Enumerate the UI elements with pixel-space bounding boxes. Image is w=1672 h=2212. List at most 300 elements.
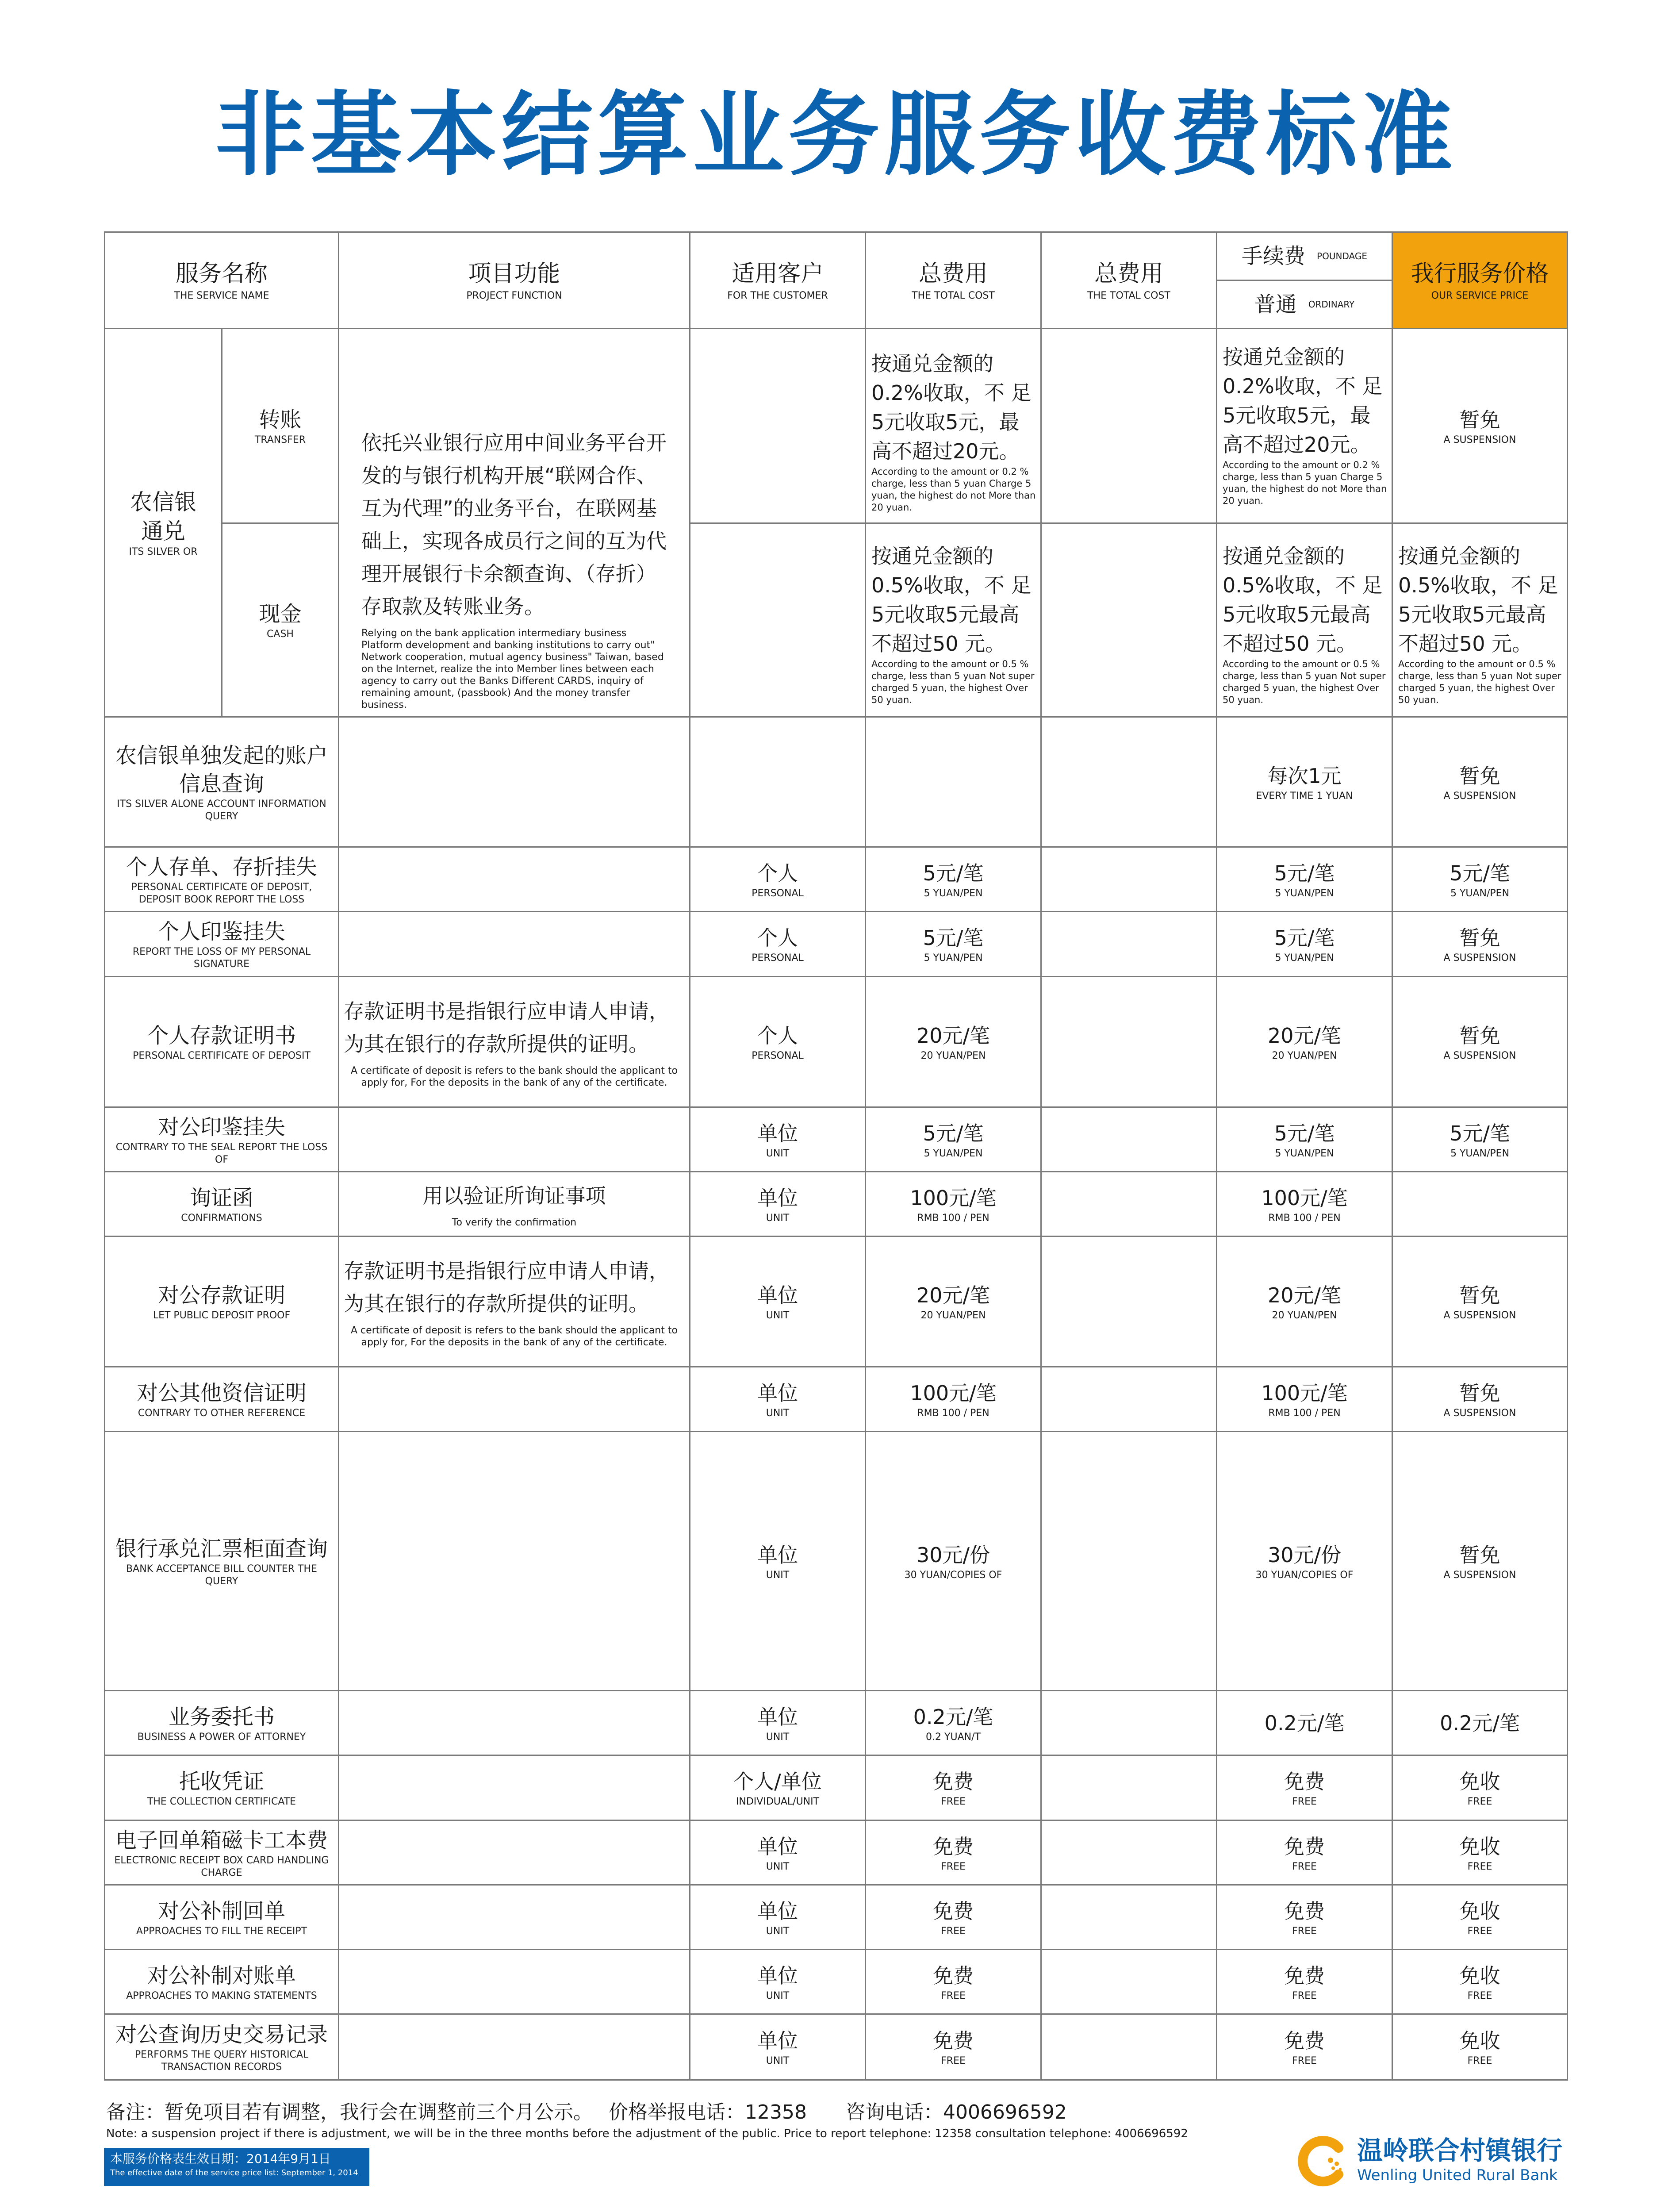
table-cell-cust	[689, 1236, 866, 1367]
table-cell-func-en: To verify the confirmation	[452, 1217, 577, 1228]
table-cell-ord	[1216, 911, 1393, 977]
table-cell-total-en: FREE	[941, 1796, 966, 1807]
table-cell-name-en: CONTRARY TO THE SEAL REPORT THE LOSS OF	[115, 1141, 328, 1165]
table-cell-ord-zh: 免费	[1284, 1963, 1325, 1988]
table-cell-cust	[689, 1755, 866, 1821]
group-transfer-total1	[865, 328, 1042, 524]
table-cell-ord	[1216, 1949, 1393, 2015]
header-poundage-zh: 手续费	[1242, 244, 1306, 269]
table-cell-name	[104, 911, 339, 977]
table-cell-cust	[689, 716, 866, 848]
table-cell-func	[338, 716, 690, 848]
table-cell-cust-zh: 单位	[757, 1381, 798, 1405]
table-cell-cust-en: UNIT	[766, 2055, 790, 2066]
table-cell-ord-en: RMB 100 / PEN	[1268, 1212, 1341, 1224]
group-cash-our-price	[1392, 522, 1568, 718]
table-cell-name	[104, 1755, 339, 1821]
table-cell-func	[338, 1820, 690, 1886]
table-cell-total-en: FREE	[941, 2055, 966, 2066]
table-cell-cust-zh: 单位	[757, 1121, 798, 1145]
group-cash	[221, 522, 339, 718]
table-cell-our-zh: 暂免	[1459, 764, 1500, 788]
footer-notes	[106, 2099, 1433, 2142]
table-cell-total	[865, 911, 1042, 977]
table-cell-cust-zh: 个人	[757, 1024, 798, 1048]
table-cell-name	[104, 1949, 339, 2015]
table-cell-cust-zh: 个人	[757, 861, 798, 885]
table-cell-func	[338, 846, 690, 912]
table-cell-total	[865, 1884, 1042, 1950]
bank-logo-icon	[1296, 2135, 1349, 2188]
table-cell-cust-zh: 单位	[757, 1899, 798, 1923]
table-cell-our	[1392, 1690, 1568, 1756]
table-cell-name	[104, 1884, 339, 1950]
table-cell-total	[865, 976, 1042, 1108]
table-cell-name-en: LET PUBLIC DEPOSIT PROOF	[153, 1310, 291, 1321]
table-cell-total2	[1040, 716, 1217, 848]
transfer-ordinary-zh: 按通兑金额的0.2%收取，不 足5元收取5元，最高不超过20元。	[1223, 345, 1383, 457]
table-cell-ord-en: FREE	[1292, 2055, 1317, 2066]
footer-note-zh: 备注：暂免项目若有调整，我行会在调整前三个月公示。 价格举报电话：12358 咨询电话：4006696592	[106, 2101, 1067, 2124]
transfer-ordinary-en: According to the amount or 0.2 % charge, less than 5 yuan Charge 5 yuan, the highest do not More than 20 yuan.	[1223, 460, 1387, 506]
table-cell-cust	[689, 1171, 866, 1237]
table-cell-our-zh: 暂免	[1459, 1543, 1500, 1567]
table-cell-total-zh: 100元/笔	[910, 1381, 997, 1405]
group-transfer-zh: 转账	[259, 407, 302, 432]
page-title: 非基本结算业务服务收费标准	[215, 82, 1457, 188]
table-cell-ord-en: RMB 100 / PEN	[1268, 1407, 1341, 1419]
table-cell-our-zh: 免收	[1459, 1770, 1500, 1793]
table-cell-total-en: FREE	[941, 1861, 966, 1872]
table-cell-total-zh: 100元/笔	[910, 1186, 997, 1210]
table-cell-total2	[1040, 1949, 1217, 2015]
table-cell-total-zh: 0.2元/笔	[913, 1705, 993, 1729]
table-cell-ord	[1216, 1884, 1393, 1950]
table-cell-func-zh: 存款证明书是指银行应申请人申请，为其在银行的存款所提供的证明。	[344, 1259, 669, 1316]
table-cell-func	[338, 2013, 690, 2081]
table-cell-our-zh: 暂免	[1459, 1283, 1500, 1307]
table-cell-total-en: 30 YUAN/COPIES OF	[904, 1569, 1002, 1581]
table-cell-our-en: 5 YUAN/PEN	[1450, 1148, 1510, 1159]
table-cell-our	[1392, 1820, 1568, 1886]
table-cell-total2	[1040, 911, 1217, 977]
table-cell-name	[104, 2013, 339, 2081]
table-cell-cust-en: UNIT	[766, 1731, 790, 1743]
table-cell-name	[104, 1171, 339, 1237]
effective-date-zh: 本服务价格表生效日期：2014年9月1日	[110, 2151, 331, 2166]
table-cell-total2	[1040, 976, 1217, 1108]
cash-ordinary-zh: 按通兑金额的0.5%收取，不 足5元收取5元最高不超过50 元。	[1223, 544, 1383, 656]
table-cell-name	[104, 1431, 339, 1691]
table-cell-total-zh: 5元/笔	[923, 926, 984, 950]
cash-rule-zh: 按通兑金额的0.5%收取，不 足5元收取5元最高不超过50 元。	[871, 544, 1032, 656]
group-name	[104, 328, 222, 718]
effective-date-box	[104, 2148, 369, 2186]
header-service-name	[104, 231, 339, 329]
table-cell-total-zh: 免费	[933, 1963, 974, 1988]
table-cell-func	[338, 1366, 690, 1432]
group-cash-total2	[1040, 522, 1217, 718]
table-cell-ord	[1216, 976, 1393, 1108]
table-cell-name-zh: 银行承兑汇票柜面查询	[115, 1536, 328, 1561]
table-cell-our-zh: 暂免	[1459, 926, 1500, 950]
transfer-rule-en: According to the amount or 0.2 % charge, less than 5 yuan Charge 5 yuan, the highest do not More than 20 yuan.	[871, 466, 1036, 513]
cash-rule-en: According to the amount or 0.5 % charge, less than 5 yuan Not super charged 5 yuan, the highest Over 50 yuan.	[871, 659, 1035, 705]
table-cell-cust	[689, 846, 866, 912]
table-cell-name-en: BUSINESS A POWER OF ATTORNEY	[137, 1731, 306, 1743]
table-cell-total2	[1040, 1755, 1217, 1821]
table-cell-our	[1392, 1171, 1568, 1237]
header-ordinary-en: ORDINARY	[1308, 299, 1355, 310]
table-cell-name-en: PERSONAL CERTIFICATE OF DEPOSIT	[133, 1050, 311, 1061]
header-function-en: PROJECT FUNCTION	[466, 290, 562, 301]
table-cell-name	[104, 716, 339, 848]
table-cell-func	[338, 1431, 690, 1691]
group-cash-customer	[689, 522, 866, 718]
table-cell-name-zh: 对公补制回单	[157, 1898, 285, 1924]
table-cell-total	[865, 1949, 1042, 2015]
table-cell-cust	[689, 1884, 866, 1950]
table-cell-func	[338, 1106, 690, 1172]
table-cell-total-zh: 免费	[933, 1770, 974, 1793]
header-customer-en: FOR THE CUSTOMER	[727, 290, 828, 301]
table-cell-name	[104, 1820, 339, 1886]
table-cell-our-en: A SUSPENSION	[1443, 1310, 1516, 1321]
table-cell-ord-zh: 免费	[1284, 2029, 1325, 2053]
table-cell-ord-en: 5 YUAN/PEN	[1275, 887, 1334, 899]
table-cell-our-en: A SUSPENSION	[1443, 790, 1516, 802]
table-cell-total	[865, 1431, 1042, 1691]
header-function	[338, 231, 690, 329]
table-cell-our-en: A SUSPENSION	[1443, 1569, 1516, 1581]
table-cell-our	[1392, 1884, 1568, 1950]
table-cell-name-en: PERSONAL CERTIFICATE OF DEPOSIT, DEPOSIT BOOK REPORT THE LOSS	[131, 881, 312, 905]
header-total-cost-2	[1040, 231, 1217, 329]
table-cell-func	[338, 1690, 690, 1756]
table-cell-ord-zh: 5元/笔	[1274, 861, 1335, 885]
group-cash-total1	[865, 522, 1042, 718]
table-cell-cust	[689, 1431, 866, 1691]
table-cell-ord	[1216, 1236, 1393, 1367]
group-transfer-customer	[689, 328, 866, 524]
table-cell-total-zh: 免费	[933, 1899, 974, 1923]
table-cell-total-en: FREE	[941, 1925, 966, 1937]
table-cell-cust-en: UNIT	[766, 1990, 790, 2001]
table-cell-our-en: A SUSPENSION	[1443, 952, 1516, 964]
effective-date-en: The effective date of the service price list: September 1, 2014	[110, 2168, 358, 2177]
table-cell-ord-zh: 20元/笔	[1267, 1283, 1342, 1307]
header-service-name-zh: 服务名称	[175, 260, 268, 287]
table-cell-cust-en: INDIVIDUAL/UNIT	[736, 1796, 820, 1807]
table-cell-cust	[689, 1366, 866, 1432]
table-cell-ord	[1216, 1431, 1393, 1691]
table-cell-total2	[1040, 1366, 1217, 1432]
table-cell-cust	[689, 1690, 866, 1756]
table-cell-total-zh: 5元/笔	[923, 861, 984, 885]
table-cell-name-zh: 对公印鉴挂失	[157, 1114, 285, 1140]
table-cell-name	[104, 1106, 339, 1172]
table-cell-name-en: APPROACHES TO MAKING STATEMENTS	[126, 1990, 317, 2001]
group-transfer-total2	[1040, 328, 1217, 524]
table-cell-func	[338, 976, 690, 1108]
bank-logo	[1296, 2135, 1570, 2192]
transfer-rule-zh: 按通兑金额的0.2%收取，不 足5元收取5元，最高不超过20元。	[871, 352, 1032, 463]
table-cell-ord-zh: 100元/笔	[1261, 1186, 1348, 1210]
header-total-cost-2-zh: 总费用	[1094, 260, 1163, 287]
table-cell-cust-en: UNIT	[766, 1407, 790, 1419]
group-function	[338, 328, 690, 718]
header-total-cost-1-zh: 总费用	[918, 260, 988, 287]
table-cell-ord-zh: 100元/笔	[1261, 1381, 1348, 1405]
table-cell-total2	[1040, 1236, 1217, 1367]
table-cell-ord	[1216, 2013, 1393, 2081]
table-cell-our	[1392, 1106, 1568, 1172]
table-cell-ord	[1216, 1690, 1393, 1756]
cash-ordinary-en: According to the amount or 0.5 % charge, less than 5 yuan Not super charged 5 yuan, the highest Over 50 yuan.	[1223, 659, 1386, 705]
table-cell-ord	[1216, 1366, 1393, 1432]
table-cell-name-zh: 对公补制对账单	[147, 1963, 296, 1988]
table-cell-ord-en: FREE	[1292, 1990, 1317, 2001]
table-cell-total2	[1040, 2013, 1217, 2081]
table-cell-total	[865, 1755, 1042, 1821]
table-cell-cust	[689, 976, 866, 1108]
table-cell-func	[338, 911, 690, 977]
group-name-zh: 农信银 通兑	[130, 489, 196, 544]
table-cell-cust-zh: 单位	[757, 2029, 798, 2053]
table-cell-our-zh: 5元/笔	[1450, 1121, 1510, 1145]
table-cell-name-zh: 个人印鉴挂失	[157, 919, 285, 944]
table-cell-cust-en: UNIT	[766, 1148, 790, 1159]
group-transfer-en: TRANSFER	[254, 434, 306, 445]
table-cell-cust	[689, 1106, 866, 1172]
table-cell-our	[1392, 1366, 1568, 1432]
table-cell-name-en: APPROACHES TO FILL THE RECEIPT	[136, 1925, 307, 1937]
table-cell-name-en: CONFIRMATIONS	[181, 1212, 262, 1224]
table-cell-ord-zh: 30元/份	[1267, 1543, 1342, 1567]
table-cell-our	[1392, 911, 1568, 977]
table-cell-ord-zh: 20元/笔	[1267, 1024, 1342, 1048]
table-cell-our-en: A SUSPENSION	[1443, 1407, 1516, 1419]
table-cell-func	[338, 1171, 690, 1237]
table-cell-total2	[1040, 1171, 1217, 1237]
table-cell-our-zh: 0.2元/笔	[1440, 1711, 1520, 1735]
table-cell-our-zh: 暂免	[1459, 1024, 1500, 1048]
table-cell-total	[865, 1366, 1042, 1432]
table-cell-ord-en: 5 YUAN/PEN	[1275, 952, 1334, 964]
table-cell-total	[865, 1171, 1042, 1237]
table-cell-total-zh: 30元/份	[916, 1543, 990, 1567]
table-cell-name-zh: 托收凭证	[179, 1769, 264, 1794]
fee-table	[104, 231, 1568, 2081]
table-cell-name-zh: 个人存单、存折挂失	[126, 854, 317, 879]
table-cell-ord	[1216, 1171, 1393, 1237]
table-cell-cust-zh: 单位	[757, 1543, 798, 1567]
table-cell-func	[338, 1755, 690, 1821]
table-cell-name-zh: 询证函	[189, 1185, 253, 1210]
table-cell-total	[865, 1820, 1042, 1886]
table-cell-ord	[1216, 1820, 1393, 1886]
table-cell-cust-zh: 单位	[757, 1283, 798, 1307]
header-poundage-en: POUNDAGE	[1317, 251, 1367, 261]
table-cell-ord	[1216, 716, 1393, 848]
table-cell-total-en: FREE	[941, 1990, 966, 2001]
table-cell-total-zh: 免费	[933, 2029, 974, 2053]
table-cell-ord	[1216, 846, 1393, 912]
table-cell-total-en: 20 YUAN/PEN	[920, 1050, 986, 1061]
cash-our-zh: 按通兑金额的0.5%收取，不 足5元收取5元最高不超过50 元。	[1398, 544, 1558, 656]
table-cell-name-zh: 对公其他资信证明	[136, 1380, 307, 1406]
table-cell-our-zh: 免收	[1459, 1963, 1500, 1988]
table-cell-cust-zh: 单位	[757, 1834, 798, 1859]
group-transfer	[221, 328, 339, 524]
table-cell-cust-en: UNIT	[766, 1310, 790, 1321]
table-cell-cust-zh: 单位	[757, 1705, 798, 1729]
footer-note-en: Note: a suspension project if there is adjustment, we will be in the three months before the adjustment of the public. Price to report telephone: 12358 consultation telephone: 4006696592	[106, 2127, 1188, 2140]
table-cell-our-en: FREE	[1467, 1925, 1492, 1937]
table-cell-name-en: PERFORMS THE QUERY HISTORICAL TRANSACTION RECORDS	[134, 2049, 309, 2073]
table-cell-name-en: ELECTRONIC RECEIPT BOX CARD HANDLING CHARGE	[114, 1855, 329, 1878]
table-cell-cust-en: UNIT	[766, 1569, 790, 1581]
table-cell-cust-en: UNIT	[766, 1212, 790, 1224]
table-cell-our	[1392, 716, 1568, 848]
table-cell-ord-zh: 免费	[1284, 1834, 1325, 1859]
bank-name-en: Wenling United Rural Bank	[1357, 2166, 1558, 2184]
group-function-zh: 依托兴业银行应用中间业务平台开发的与银行机构开展“联网合作、互为代理”的业务平台，在联网基础上，实现各成员行之间的互为代理开展银行卡余额查询、（存折）存取款及转账业务。	[361, 431, 667, 618]
table-cell-name-zh: 对公存款证明	[157, 1283, 285, 1308]
group-function-en: Relying on the bank application intermediary business Platform development and banking institutions to carry out" Network cooperation, mutual agency business" Taiwan, based on the Internet, realize the into Member lines between each agency to carry out the Banks Different CARDS, inquiry of remaining amount, (passbook) And the money transfer business.	[361, 628, 664, 710]
table-cell-our-zh: 免收	[1459, 1834, 1500, 1859]
table-cell-total-zh: 20元/笔	[916, 1024, 990, 1048]
table-cell-name	[104, 846, 339, 912]
table-cell-name-en: ITS SILVER ALONE ACCOUNT INFORMATION QUERY	[117, 798, 326, 822]
group-cash-en: CASH	[267, 628, 294, 640]
header-function-zh: 项目功能	[468, 260, 560, 287]
table-cell-name-en: REPORT THE LOSS OF MY PERSONAL SIGNATURE	[132, 946, 311, 970]
table-cell-ord-zh: 免费	[1284, 1899, 1325, 1923]
table-cell-name-en: BANK ACCEPTANCE BILL COUNTER THE QUERY	[126, 1563, 317, 1587]
bank-name-zh: 温岭联合村镇银行	[1357, 2135, 1563, 2166]
header-total-cost-1	[865, 231, 1042, 329]
table-cell-name-en: THE COLLECTION CERTIFICATE	[147, 1796, 296, 1807]
table-cell-cust-zh: 个人/单位	[733, 1770, 822, 1793]
table-cell-our-zh: 免收	[1459, 2029, 1500, 2053]
table-cell-name-en: CONTRARY TO OTHER REFERENCE	[138, 1407, 306, 1419]
table-cell-ord-zh: 0.2元/笔	[1264, 1711, 1345, 1735]
table-cell-total2	[1040, 1690, 1217, 1756]
table-cell-cust-en: UNIT	[766, 1925, 790, 1937]
table-cell-ord-zh: 5元/笔	[1274, 926, 1335, 950]
table-cell-name-zh: 电子回单箱磁卡工本费	[115, 1828, 328, 1853]
transfer-our-en: A SUSPENSION	[1443, 434, 1516, 445]
table-cell-total2	[1040, 1884, 1217, 1950]
table-cell-total2	[1040, 846, 1217, 912]
header-our-price-en: OUR SERVICE PRICE	[1431, 290, 1529, 301]
table-cell-ord-en: 20 YUAN/PEN	[1272, 1050, 1337, 1061]
table-cell-our-en: FREE	[1467, 1861, 1492, 1872]
table-cell-ord-en: 30 YUAN/COPIES OF	[1255, 1569, 1354, 1581]
table-cell-our-zh: 暂免	[1459, 1381, 1500, 1405]
table-cell-cust-en: PERSONAL	[752, 952, 804, 964]
table-cell-our-en: A SUSPENSION	[1443, 1050, 1516, 1061]
table-cell-total2	[1040, 1431, 1217, 1691]
table-cell-our-zh: 5元/笔	[1450, 861, 1510, 885]
table-cell-ord-zh: 每次1元	[1267, 764, 1342, 788]
table-cell-our	[1392, 976, 1568, 1108]
table-cell-ord-en: FREE	[1292, 1925, 1317, 1937]
table-cell-name	[104, 1366, 339, 1432]
table-cell-total-zh: 20元/笔	[916, 1283, 990, 1307]
table-cell-ord-zh: 免费	[1284, 1770, 1325, 1793]
table-cell-ord-en: 20 YUAN/PEN	[1272, 1310, 1337, 1321]
table-cell-func-zh: 存款证明书是指银行应申请人申请，为其在银行的存款所提供的证明。	[344, 999, 669, 1056]
table-cell-func	[338, 1236, 690, 1367]
table-cell-our	[1392, 1236, 1568, 1367]
table-cell-cust-en: UNIT	[766, 1861, 790, 1872]
table-cell-ord-zh: 5元/笔	[1274, 1121, 1335, 1145]
header-ordinary	[1216, 280, 1393, 329]
cash-our-en: According to the amount or 0.5 % charge, less than 5 yuan Not super charged 5 yuan, the highest Over 50 yuan.	[1398, 659, 1561, 705]
table-cell-cust-zh: 个人	[757, 926, 798, 950]
table-cell-name-zh: 个人存款证明书	[147, 1023, 296, 1048]
table-cell-total	[865, 1106, 1042, 1172]
table-cell-total-en: RMB 100 / PEN	[917, 1407, 989, 1419]
table-cell-total-en: 5 YUAN/PEN	[924, 887, 983, 899]
table-cell-func-en: A certificate of deposit is refers to the bank should the applicant to apply for, For the deposits in the bank of any of the certificate.	[351, 1325, 678, 1348]
table-cell-our-en: FREE	[1467, 1796, 1492, 1807]
table-cell-ord-en: EVERY TIME 1 YUAN	[1256, 790, 1353, 802]
table-cell-total-en: RMB 100 / PEN	[917, 1212, 989, 1224]
header-service-name-en: THE SERVICE NAME	[174, 290, 269, 301]
table-cell-total-en: 5 YUAN/PEN	[924, 1148, 983, 1159]
table-cell-cust-en: PERSONAL	[752, 887, 804, 899]
header-poundage	[1216, 231, 1393, 281]
table-cell-ord-en: 5 YUAN/PEN	[1275, 1148, 1334, 1159]
table-cell-total2	[1040, 1820, 1217, 1886]
group-transfer-ordinary	[1216, 328, 1393, 524]
header-customer-zh: 适用客户	[731, 260, 824, 287]
table-cell-our	[1392, 846, 1568, 912]
table-cell-total-zh: 5元/笔	[923, 1121, 984, 1145]
table-cell-our-zh: 免收	[1459, 1899, 1500, 1923]
table-cell-cust-en: PERSONAL	[752, 1050, 804, 1061]
header-ordinary-zh: 普通	[1254, 292, 1297, 317]
table-cell-func-zh: 用以验证所询证事项	[422, 1184, 606, 1208]
table-cell-total-en: 20 YUAN/PEN	[920, 1310, 986, 1321]
table-cell-our-en: FREE	[1467, 1990, 1492, 2001]
table-cell-ord	[1216, 1106, 1393, 1172]
table-cell-total	[865, 846, 1042, 912]
table-cell-cust	[689, 1820, 866, 1886]
group-transfer-our-price	[1392, 328, 1568, 524]
table-cell-ord	[1216, 1755, 1393, 1821]
table-cell-func	[338, 1949, 690, 2015]
transfer-our-zh: 暂免	[1459, 407, 1500, 432]
table-cell-cust	[689, 1949, 866, 2015]
table-cell-total-en: 0.2 YUAN/T	[926, 1731, 981, 1743]
table-cell-name	[104, 1690, 339, 1756]
table-cell-total	[865, 1236, 1042, 1367]
table-cell-cust-zh: 单位	[757, 1963, 798, 1988]
group-name-en: ITS SILVER OR	[129, 546, 198, 557]
table-cell-our	[1392, 1949, 1568, 2015]
header-customer	[689, 231, 866, 329]
table-cell-total2	[1040, 1106, 1217, 1172]
table-cell-ord-en: FREE	[1292, 1796, 1317, 1807]
table-cell-name-zh: 农信银单独发起的账户信息查询	[115, 743, 328, 796]
table-cell-our-en: FREE	[1467, 2055, 1492, 2066]
group-cash-zh: 现金	[259, 601, 302, 626]
header-total-cost-2-en: THE TOTAL COST	[1087, 290, 1170, 301]
